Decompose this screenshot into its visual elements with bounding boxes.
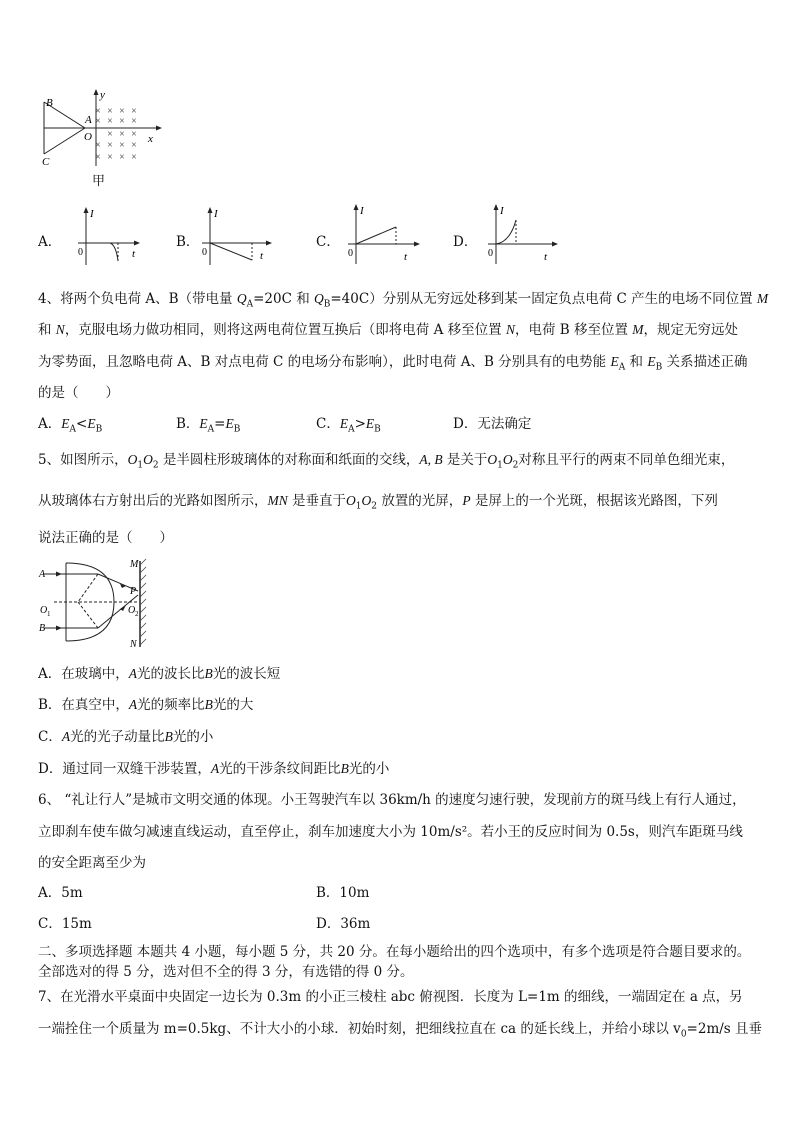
label-o1: O — [40, 605, 48, 616]
label-n: N — [130, 639, 137, 650]
label-m: M — [130, 559, 139, 570]
svg-text:×: × — [131, 152, 137, 163]
q7-line1: 7、在光滑水平桌面中央固定一边长为 0.3m 的小正三棱柱 abc 俯视图．长度为 L=1m 的细线，一端固定在 a 点，另 — [38, 989, 743, 1005]
q5-option-c: C．A光的光子动量比B光的小 — [38, 729, 214, 745]
label-x: x — [148, 133, 153, 145]
label-o2-sub: 2 — [135, 610, 139, 618]
q4-line3: 为零势面，且忽略电荷 A、B 对点电荷 C 的电场分布影响），此时电荷 A、B 分别具有的电势能 $E_A$ 和 $E_B$ 关系描述正确 — [38, 354, 748, 373]
label-b: B — [39, 623, 46, 634]
figure-caption: 甲 — [92, 174, 106, 189]
graph-option-d-label: D． — [453, 234, 478, 250]
section2-line2: 全部选对的得 5 分，选对但不全的得 3 分，有选错的得 0 分。 — [38, 964, 414, 980]
magnetic-field-crosses — [95, 106, 137, 163]
q6-option-b: B．10m — [316, 885, 370, 901]
axis-i: I — [360, 205, 364, 217]
q5-option-b: B．在真空中，A光的频率比B光的大 — [38, 697, 254, 713]
label-o: O — [84, 131, 92, 143]
svg-text:×: × — [131, 106, 137, 117]
svg-text:×: × — [119, 129, 125, 140]
q5-option-d: D．通过同一双缝干涉装置，A光的干涉条纹间距比B光的小 — [38, 761, 390, 777]
svg-text:×: × — [107, 129, 113, 140]
label-o2: O — [128, 605, 136, 616]
q4-line1: 4、将两个负电荷 A、B（带电量 $Q_A=20C$ 和 $Q_B=40C$）分别从无穷远处移到某一固定负点电荷 C 产生的电场不同位置 M — [38, 291, 769, 310]
q4-option-a: A．$E_A<E_B$ — [38, 416, 103, 435]
q5-line1: 5、如图所示，$O_1O_2$ 是半圆柱形玻璃体的对称面和纸面的交线，A, B 是关于$O_1O_2$对称且平行的两束不同单色细光束， — [38, 452, 735, 471]
svg-text:×: × — [131, 129, 137, 140]
svg-text:×: × — [95, 116, 101, 127]
label-o1-sub: 1 — [47, 610, 51, 618]
origin-zero: 0 — [78, 247, 83, 258]
svg-text:×: × — [119, 116, 125, 127]
svg-text:×: × — [95, 140, 101, 151]
label-y: y — [100, 89, 105, 101]
section2-line1: 二、多项选择题 本题共 4 小题，每小题 5 分，共 20 分。在每小题给出的四个选项中，有多个选项是符合题目要求的。 — [38, 944, 751, 960]
svg-text:×: × — [107, 106, 113, 117]
svg-text:×: × — [107, 116, 113, 127]
q6-option-a: A．5m — [38, 885, 83, 901]
label-c: C — [42, 156, 50, 168]
figure-glass-optics — [38, 555, 158, 655]
axis-t: t — [544, 251, 548, 263]
q6-option-d: D．36m — [316, 916, 371, 932]
graph-option-a — [72, 205, 142, 267]
svg-text:×: × — [131, 116, 137, 127]
q6-line1: 6、 “礼让行人”是城市文明交通的体现。小王驾驶汽车以 36km/h 的速度匀速行驶，发现前方的斑马线上有行人通过， — [38, 792, 746, 808]
svg-text:×: × — [131, 140, 137, 151]
graph-option-b — [198, 205, 274, 267]
q6-option-c: C．15m — [38, 916, 92, 932]
q5-option-a: A．在玻璃中，A光的波长比B光的波长短 — [38, 666, 281, 682]
axis-i: I — [90, 208, 94, 220]
svg-text:×: × — [107, 152, 113, 163]
label-b: B — [46, 97, 53, 109]
graph-option-c-label: C． — [316, 234, 340, 250]
graph-option-b-label: B． — [176, 234, 200, 250]
origin-zero: 0 — [348, 248, 353, 259]
axis-t: t — [404, 251, 408, 263]
label-p: P — [130, 586, 137, 597]
q4-option-b: B．$E_A=E_B$ — [176, 416, 241, 435]
graph-option-d — [482, 200, 562, 266]
q6-line2: 立即刹车使车做匀减速直线运动，直至停止，刹车加速度大小为 10m/s²。若小王的反应时间为 0.5s，则汽车距斑马线 — [38, 824, 743, 840]
axis-i: I — [214, 208, 218, 220]
svg-text:×: × — [119, 106, 125, 117]
axis-t: t — [132, 248, 136, 260]
label-a: A — [39, 569, 46, 580]
svg-text:×: × — [95, 152, 101, 163]
q5-line3: 说法正确的是（ ） — [38, 530, 173, 546]
axis-t: t — [260, 250, 264, 262]
origin-zero: 0 — [202, 247, 207, 258]
q5-line2: 从玻璃体右方射出后的光路如图所示，MN 是垂直于$O_1O_2$ 放置的光屏，P 是屏上的一个光斑，根据该光路图，下列 — [38, 493, 718, 512]
q4-line4: 的是（ ） — [38, 385, 119, 401]
label-a: A — [85, 114, 92, 126]
axis-i: I — [500, 205, 504, 217]
svg-text:×: × — [95, 106, 101, 117]
svg-text:×: × — [119, 140, 125, 151]
q6-line3: 的安全距离至少为 — [38, 855, 146, 871]
svg-text:×: × — [107, 140, 113, 151]
figure-jia — [38, 88, 168, 192]
origin-zero: 0 — [488, 248, 493, 259]
q4-line2: 和 N，克服电场力做功相同，则将这两电荷位置互换后（即将电荷 A 移至位置 N，电荷 B 移至位置 M，规定无穷远处 — [38, 322, 738, 338]
graph-option-a-label: A． — [38, 234, 62, 250]
svg-text:×: × — [119, 152, 125, 163]
q4-option-c: C．$E_A>E_B$ — [316, 416, 381, 435]
q7-line2: 一端拴住一个质量为 m=0.5kg、不计大小的小球．初始时刻，把细线拉直在 ca 的延长线上，并给小球以 $v_0=2m/s$ 且垂 — [38, 1021, 763, 1040]
q4-option-d: D．无法确定 — [453, 416, 532, 432]
graph-option-c — [342, 200, 422, 266]
